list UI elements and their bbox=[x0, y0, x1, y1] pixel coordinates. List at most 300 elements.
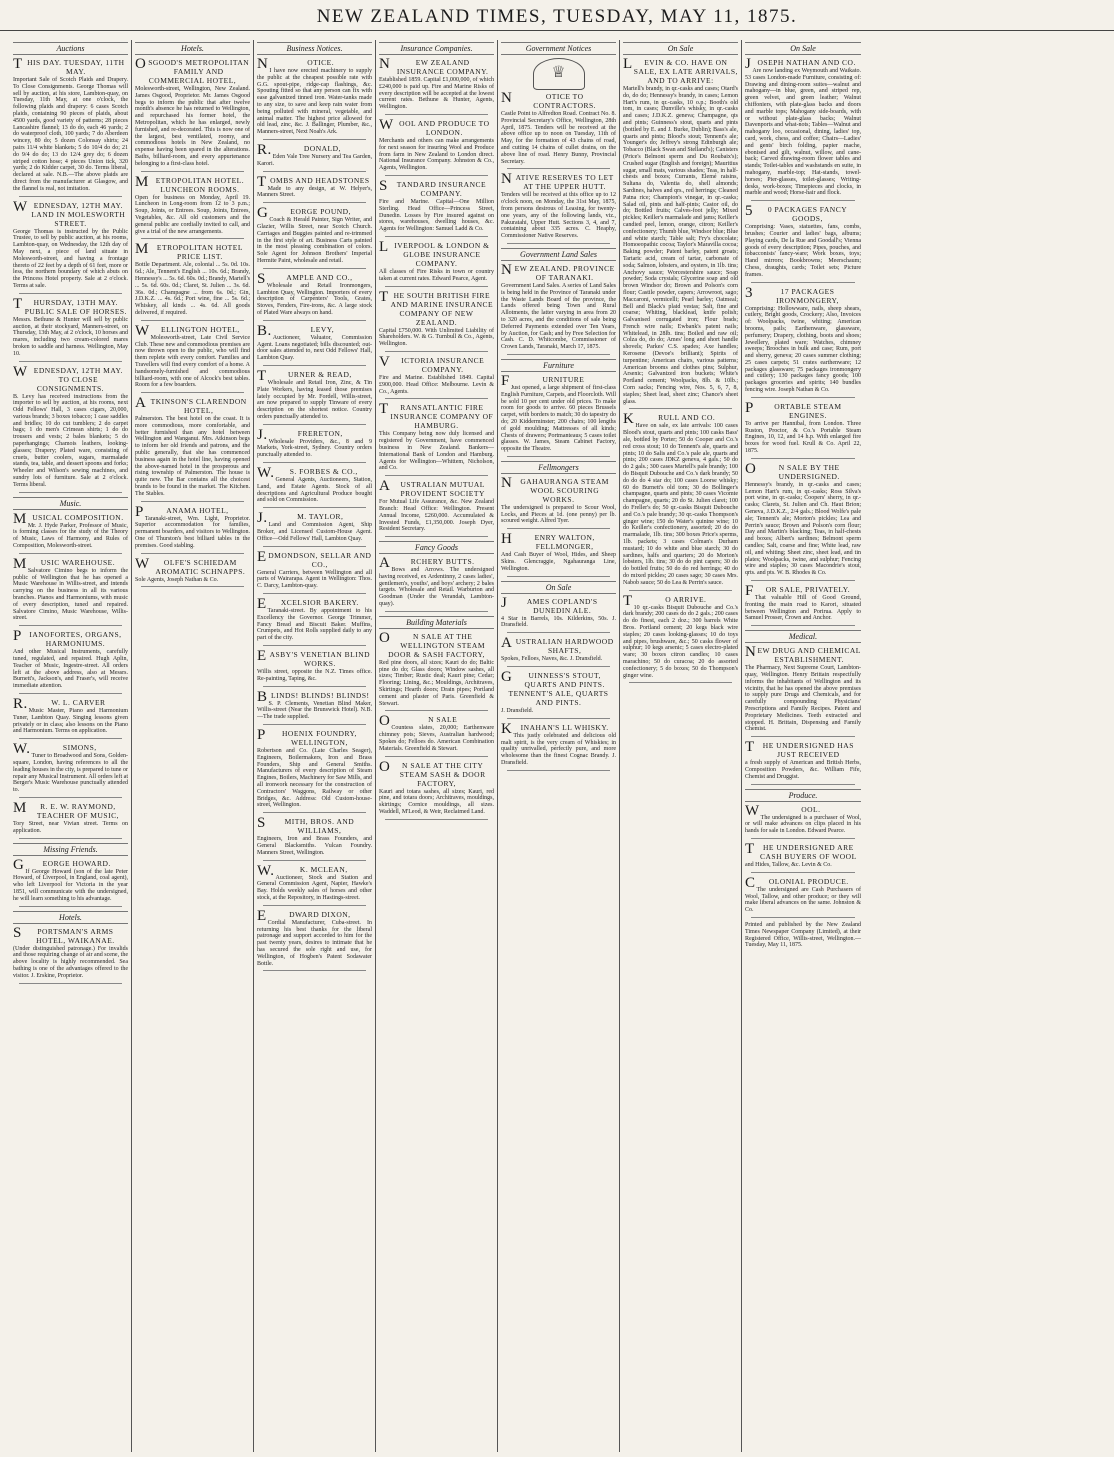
divider bbox=[19, 625, 122, 626]
section-heading: On Sale bbox=[501, 581, 616, 594]
ad-title: NGAHAURANGA STEAM WOOL SCOURING WORKS. bbox=[501, 474, 609, 504]
divider bbox=[507, 632, 610, 633]
ad-body: Countess slates, 20,000; Earthenware chimney pots; Sieves, Australian hardwood; Spokes do; Felloes do. American Combination Materials. Greenfield & Stewart. bbox=[379, 725, 494, 752]
newspaper-column bbox=[132, 40, 254, 1452]
advertisement bbox=[379, 403, 494, 476]
newspaper-column bbox=[10, 40, 132, 1452]
divider bbox=[385, 756, 488, 757]
ad-title: EDMONDSON, SELLAR AND CO., bbox=[257, 548, 372, 569]
advertisement bbox=[623, 592, 738, 684]
section-heading: Hotels. bbox=[135, 42, 250, 55]
ad-body: Wholesale Providers, &c., 8 and 9 Markets, York-street, Sydney. Country orders punctually attended to. bbox=[257, 438, 372, 459]
advertisement bbox=[501, 533, 616, 576]
newspaper-column bbox=[620, 40, 742, 1452]
ad-body: Robertson and Co. (Late Charles Seager), Engineers, Boilermakers, Iron and Brass Founders, Ship and General Smiths. Manufacturers of every description of Steam Engines, Boilers, Machinery for Saw Mills, and all ironwork necessary for the construction of Contractors' Waggons, Railway or other Bridges, &c. Address: Old Custom-house-street, Wellington. bbox=[257, 748, 372, 809]
ad-title: WOOL. bbox=[745, 802, 821, 819]
divider bbox=[141, 553, 244, 554]
ad-body: Auctioneer, Valuator, Commission Agent. Loans negotiated; bills discounted; out-door sales attended to, next Odd Fellows' Hall, Lambton Quay. bbox=[257, 334, 372, 362]
ad-title: WOLFE'S SCHIEDAM AROMATIC SCHNAPPS. bbox=[135, 555, 246, 576]
ad-body: Spokes, Felloes, Naves, &c. J. Dransfield. bbox=[501, 656, 603, 663]
divider bbox=[263, 812, 366, 813]
ad-body: Comprising: Hollowware, nails, sheep shears, cutlery, Bright goods, Crockery; Also, Invoices of: Woolpacks, twine, whiting; American brooms, pails; Earthenware, glassware, perfumery; Drapery, clothing, boots and shoes; Jewellery, plated ware; Watches, chimney sweeps; Brooches in bulk and case; Rum, port and sherry, geneva; 20 cases summer clothing; 25 cases carpets; 51 crates earthenware; 12 packages glassware; 75 packages ironmongery and cutlery; 130 packages fancy goods; 100 packages groceries and spirits; 140 bundles fencing wire. Joseph Nathan & Co. bbox=[745, 305, 861, 394]
ad-body: Tuner to Broadwood and Sons, Golden-square, London, having references to all the leading houses in the city, is prepared to tune or repair any Musical Instrument. All orders left at Berger's Music Warehouse punctually attended to. bbox=[13, 753, 128, 794]
advertisement bbox=[135, 322, 250, 393]
column-grid bbox=[10, 40, 1110, 1452]
divider bbox=[19, 361, 122, 362]
ad-body: Palmerston. The best hotel on the coast. It is more commodious, more comfortable, and better furnished than any hotel between Wellington and Wanganui. Mrs. Atkinson begs to inform her old friends and patrons, and the public generally, that she has commenced business again in the hotel line, having opened the above-named hotel in the prosperous and rising township of Palmerston. The house is quite new. The Bar contains all the choicest brands to be found in the market. The Kitchen. The Stables. bbox=[135, 416, 250, 497]
ad-title: OSGOOD'S METROPOLITAN FAMILY AND COMMERCIAL HOTEL, bbox=[135, 56, 250, 85]
advertisement bbox=[13, 698, 128, 739]
ad-title: JOSEPH NATHAN AND CO. bbox=[745, 56, 856, 72]
divider bbox=[263, 645, 366, 646]
ad-body: Bows and Arrows. The undersigned having received, ex Ardentinny, 2 cases ladies', gentlemen's, youths', and boys' archery; 2 bales targets. Wholesale and Retail. Warburton and Goodman (Under the Verandah, Lambton-quay). bbox=[379, 567, 494, 608]
ad-title: NEW DRUG AND CHEMICAL ESTABLISHMENT. bbox=[745, 644, 861, 665]
section-heading: Auctions bbox=[13, 42, 128, 55]
divider bbox=[19, 838, 122, 839]
advertisement bbox=[257, 817, 372, 860]
advertisement bbox=[257, 512, 372, 546]
divider bbox=[385, 398, 488, 399]
ad-body: Tenders will be received at this office up to 12 o'clock noon, on Monday, the 31st May, 1875, from persons desirous of Leasing, for twenty-one years, any of the following lands, viz., Pakuratahi, Upper Hutt. Sections 3, 4, and 7, containing about 335 acres. C. Heaphy, Commissioner Native Reserves. bbox=[501, 192, 616, 240]
divider bbox=[385, 611, 488, 612]
ad-body: Sole Agents, Joseph Nathan & Co. bbox=[135, 576, 219, 583]
ad-body: 4 Star in Barrels, 10s. Kilderkins, 50s. J. Dransfield. bbox=[501, 615, 616, 629]
section-heading: Business Notices. bbox=[257, 42, 372, 55]
divider bbox=[19, 293, 122, 294]
divider bbox=[19, 553, 122, 554]
divider bbox=[141, 501, 244, 502]
divider bbox=[629, 408, 732, 409]
ad-title: EDWARD DIXON, bbox=[257, 907, 351, 924]
ad-title: TURNER & READ, bbox=[257, 367, 352, 384]
ad-title: R.W. L. CARVER bbox=[13, 696, 106, 712]
ad-title: THIS DAY. TUESDAY, 11TH MAY. bbox=[13, 56, 125, 76]
ad-body: To arrive per Hannibal, from London. Three Ruston, Proctor, & Co.'s Portable Steam Engines, 10, 12, and 14 h.p. With enlarged fire boxes for wood fuel. Krull & Co. April 22, 1875. bbox=[745, 420, 861, 455]
divider bbox=[385, 286, 488, 287]
ad-body: The undersigned is prepared to Scour Wool, Locks, and Pieces at 1d. (one penny) per lb. scoured weight. Alfred Tyer. bbox=[501, 504, 616, 525]
section-heading: Insurance Companies. bbox=[379, 42, 494, 55]
advertisement bbox=[135, 58, 250, 172]
ad-title: GUINNESS'S STOUT, QUARTS AND PINTS. TENNENT'S ALE, QUARTS AND PINTS. bbox=[501, 669, 609, 708]
ad-body: Open for business on Monday, April 19. Luncheon in Long-room from 12 to 3 p.m.; Soup, Joints, or Entrees. Soup, Joints, Entrees, Vegetables, &c. All old customers and the general public are cordially invited to call, and give a trial of the new arrangements. bbox=[135, 194, 250, 235]
ad-title: METROPOLITAN HOTEL PRICE LIST. bbox=[135, 241, 243, 262]
ad-title: COLONIAL PRODUCE. bbox=[745, 874, 849, 891]
ad-body: This justly celebrated and delicious old malt spirit, is the very cream of Whiskies; in quality unrivalled, perfectly pure, and more wholesome than the finest Cognac Brandy. J. Dransfield. bbox=[501, 732, 616, 767]
ad-title: THE UNDERSIGNED ARE CASH BUYERS OF WOOL bbox=[745, 840, 857, 861]
divider bbox=[19, 738, 122, 739]
advertisement bbox=[379, 238, 494, 287]
ad-body: Hennessy's brandy, in qr.-casks and cases; Lemon Hart's rum, in qr.-casks; Ross Silva's port wine, in qr.-casks; Coopers' sherry, in qr.-casks; Clarets, St. Julien and Ch. Haut Brion; Geneva, J.D.K.Z., 2/4 gals.; Blood Wolfe's pale ale; Tennent's ale; Morton's pickles; Lea and Perrin's sauce; Brown and Polson's corn flour; Day and Martin's blacking; Teas, in half-chests and boxes; Albert's sardines; Belmont sperm candles; Salt, coarse and fine; White lead, raw oil, and whiting; Sheet zinc, sheet lead, and tin plates; Woolpacks, twine, and sulphur; Fencing wire and staples; 30 cases Macondrie's stout, qrts. and pts. W. B. Rhodes & Co. bbox=[745, 481, 861, 577]
section-heading: Music. bbox=[13, 497, 128, 510]
advertisement bbox=[135, 397, 250, 502]
divider bbox=[751, 736, 855, 737]
ad-body: Are now landing ex Weymouth and Waikato. 53 cases London-made Furniture, consisting of: Drawing and dining-room suites—walnut and mahogany—in blue, green, and striped rep, green velvet, and green leather; Walnut chiffoniers, with plate-glass backs and doors and marble tops; Mahogany side-boards, with or without plate-glass backs; Walnut Davenports and what-nots; Tables—Walnut and mahogany loo, occasional, dining, ladies' top, card, work, chess, and coffee; Chairs—Ladies' and gents' birch folding, papier mache, ebonised and gilt, walnut, willow, and cane-back; Carved drawing-room flower tables and stands; Toilet-tables and washstands en suite, in mahogany, marble-top; Hat-stands, towel-horses; Pier-glasses, toilet-glasses; Writing-desks, work-boxes; Timepieces and clocks, in marble and wood; Horse-hair and flock. bbox=[745, 68, 861, 197]
ad-title: LEVIN & CO. HAVE ON SALE, EX LATE ARRIVALS, AND TO ARRIVE: bbox=[623, 56, 738, 85]
divider bbox=[751, 200, 855, 201]
ad-body: If George Howard (son of the late Peter Howard, of Liverpool, in England, coal agent), who left Liverpool for Victoria in the year 1851, will communicate with the undersigned, he will learn something to his advantage. bbox=[13, 868, 128, 902]
ad-title: BLINDS! BLINDS! BLINDS! bbox=[257, 688, 370, 705]
advertisement bbox=[745, 646, 861, 737]
divider bbox=[263, 424, 366, 425]
ad-title: AUSTRALIAN HARDWOOD SHAFTS, bbox=[501, 635, 614, 656]
ad-title: ON SALE bbox=[379, 713, 458, 730]
ad-body: Red pine doors, all sizes; Kauri do do; Baltic pine do do; Glass doors; Window sashes, all sizes; Timber; Rustic deal; Kauri pine; Cedar; Flooring; Lining, &c.; Mouldings, Architraves, Skirtings; Hearth doors; Drain pipes; Portland cement and plaster of Paris. Greenfield & Stewart. bbox=[379, 659, 494, 707]
ad-title: METROPOLITAN HOTEL. LUNCHEON ROOMS. bbox=[135, 173, 245, 194]
royal-crest-icon: ♕ bbox=[533, 58, 585, 90]
divider bbox=[19, 983, 122, 984]
ad-title: GEORGE POUND, bbox=[257, 205, 351, 222]
section-heading: Furniture bbox=[501, 359, 616, 372]
ad-body: Bottle Department. Ale, colonial ... 5s. 0d. 10s. 6d.; Ale, Tennent's English ... 10s. 6d.; Brandy, Hennessy's ... 5s. 6d. 60s. 0d.; Brandy, Martell's ... 5s. 6d. 60s. 0d.; Claret, St. Julien ... 3s. 6d. 36s. 0d.; Champagne ... from 6s. 0d.; Gin, J.D.K.Z. ... 4s. 6d.; Port wine, fine ... 5s. 6d.; Whiskey, all kinds ... 4s. 6d. All goods delivered, if required. bbox=[135, 262, 250, 316]
advertisement bbox=[379, 480, 494, 537]
ad-title: VICTORIA INSURANCE COMPANY. bbox=[379, 353, 485, 374]
divider bbox=[751, 784, 855, 785]
ad-body: I have now erected machinery to supply the public at the cheapest possible rate with G.G. spout-pipe, ridge-cap flashings, &c. Spouting fitted so that any person can fix with ease galvanized tinned iron. Water-tanks made to any size, to save and keep rain water from being polluted with mineral, vegetable, and animal matter. The highest price allowed for old lead, zinc, &c. J. Ballinger, Plumber, &c., Manners-street, Next Noah's Ark. bbox=[257, 68, 372, 136]
divider bbox=[263, 905, 366, 906]
ad-title: J.FRERETON, bbox=[257, 426, 343, 443]
divider bbox=[385, 819, 488, 820]
advertisement bbox=[13, 555, 128, 626]
ad-body: Comprising: Vases, statuettes, fans, combs, brushes; Courier and ladies' bags, albums; Playing cards, De la Rue and Goodall's; Vienna goods of every description; Pipes, pouches, and tobacconists' fancy-ware; Work boxes, toys; Hand mirrors; Bookbrowns; Meerschaum; Chess, draughts, cards; Toilet sets; Picture frames. bbox=[745, 224, 861, 278]
advertisement bbox=[257, 322, 372, 366]
advertisement bbox=[135, 503, 250, 554]
divider bbox=[141, 392, 244, 393]
advertisement bbox=[623, 58, 738, 409]
ad-body: Kauri and totara sashes, all sizes; Kauri, red pine, and totara doors; Architraves, mouldings, skirtings; Cornice mouldings, all sizes. Waddell, M'Leod, & Weir, Reclaimed Land. bbox=[379, 788, 494, 816]
ad-title: TOMBS AND HEADSTONES bbox=[257, 173, 370, 190]
divider bbox=[263, 686, 366, 687]
advertisement bbox=[501, 594, 616, 634]
advertisement bbox=[13, 924, 128, 984]
ad-body: George Thomas is instructed by the Public Trustee, to sell by public auction, at his rooms, Lambton-quay, on Wednesday, the 12th day of May next, a piece of land situate in Molesworth-street, and having a frontage thereto of 22 feet by a depth of 61 feet, more or less, the northern boundary of which abuts on the Princess Hotel property. Sale at 2 o'clock. Terms at sale. bbox=[13, 228, 128, 289]
divider bbox=[141, 171, 244, 172]
ad-body: Auctioneer, Stock and Station and General Commission Agent, Napier, Hawke's Bay. Holds weekly sales of horses and other stock, at the Repository, in Hastings-street. bbox=[257, 874, 372, 901]
ad-body: Castle Point to Alfredton Road. Contract No. 8. Provincial Secretary's Office, Wellington, 28th April, 1875. Tenders will be received at the above office up to noon on Tuesday, 11th of May, for the formation of 43 chains of road, and cutting 14 chains of cullet drains, on the above line of road. Henry Bunny, Provincial Secretary. bbox=[501, 111, 616, 165]
divider bbox=[263, 171, 366, 172]
advertisement bbox=[745, 840, 861, 873]
ad-title: W.SIMONS, bbox=[13, 741, 97, 758]
ad-title: THE UNDERSIGNED HAS JUST RECEIVED bbox=[745, 739, 854, 760]
section-heading: Produce. bbox=[745, 789, 861, 802]
ad-body: All classes of Fire Risks in town or country taken at current rates. Edward Pearce, Agent. bbox=[379, 268, 494, 282]
ad-title: NOTICE TO CONTRACTORS. bbox=[501, 90, 597, 110]
section-heading: Medical. bbox=[745, 630, 861, 643]
divider bbox=[263, 507, 366, 508]
ad-title: HENRY WALTON, FELLMONGER, bbox=[501, 531, 595, 552]
advertisement bbox=[257, 173, 372, 204]
newspaper-column bbox=[742, 40, 864, 1452]
ad-title: AUSTRALIAN MUTUAL PROVIDENT SOCIETY bbox=[379, 478, 485, 499]
divider bbox=[263, 970, 366, 971]
ad-title: LIVERPOOL & LONDON & GLOBE INSURANCE COMPANY. bbox=[379, 238, 490, 268]
ad-body: Salvatore Cimino begs to inform the public of Wellington that he has opened a Music Warehouse in Willis-street, and intends carrying on the business in all its various branches. Pianos and Harmoniums, with music of every description, tuned and repaired. Salvatore Cimino, Music Warehouse, Willis-street. bbox=[13, 567, 128, 622]
ad-body: Wholesale and Retail Iron, Zinc, & Tin Plate Workers, having leased those premises lately occupied by Mr. Fordell, Willis-street, are now prepared to supply Tinware of every description on the shortest notice. Country orders punctually attended to. bbox=[257, 379, 372, 420]
divider bbox=[19, 492, 122, 493]
ad-title: W.S. FORBES & CO., bbox=[257, 465, 358, 482]
divider bbox=[19, 196, 122, 197]
divider bbox=[385, 114, 488, 115]
advertisement bbox=[257, 548, 372, 594]
ad-body: That valuable Hill of Good Ground, fronting the main road to Karori, situated between Wellington and Porirua. Apply to Samuel Prosser, Crown and Anchor. bbox=[745, 595, 861, 622]
divider bbox=[507, 168, 610, 169]
ad-body: Coach & Herald Painter, Sign Writer, and Glazier, Willis Street, near Scotch Church. Carriages and Buggies painted and re-trimmed in the first style of art. Business Carts painted in the most pleasing combination of colors. Sole Agent for Johnson Brothers' Imperial Hermite Paint, wholesale and retail. bbox=[257, 217, 372, 264]
ad-title: SMITH, BROS. AND WILLIAMS, bbox=[257, 815, 355, 836]
divider bbox=[507, 354, 610, 355]
ad-title: MUSICAL COMPOSITION. bbox=[13, 510, 124, 527]
divider bbox=[263, 202, 366, 203]
ad-title: EASBY'S VENETIAN BLIND WORKS. bbox=[257, 648, 371, 669]
divider bbox=[385, 236, 488, 237]
advertisement bbox=[745, 58, 861, 201]
divider bbox=[263, 320, 366, 321]
advertisement bbox=[13, 198, 128, 294]
ad-body: and Hides, Tallow, &c. Levin & Co. bbox=[745, 861, 832, 868]
advertisement bbox=[13, 58, 128, 197]
advertisement bbox=[745, 741, 861, 784]
ad-body: General Agents, Auctioneers, Station, Land, and Estate Agents. Stock of all descriptions and Agricultural Produce bought and sold on Commission. bbox=[257, 477, 372, 504]
divider bbox=[507, 666, 610, 667]
advertisement bbox=[745, 205, 861, 282]
ad-body: Have on sale, ex late arrivals: 100 cases Blood's stout, quarts and pints; 100 casks Bass' ale, bottled by Porter; 50 do Cooper and Co.'s red cross stout; 10 do Tennent's ale, quarts and pints; 10 do Salis and Co.'s pale ale, quarts and pints; 200 cases JDKZ geneva, 4 gals.; 50 do do 2 gals.; 300 cases Martell's pale brandy; 100 do Bisquit Dubouche and Co.'s dark brandy; 50 do do do 4 star do; 100 cases Loorse whisky; 60 do Burnett's old tom; 30 do Bollinger's champagne, quarts and pints; 30 cases Vicomte champagne, quarts; 20 do St. Julien claret; 100 do Freller's do; 50 qr.-casks Bisquit Dubouche and Co.'s pale brandy; 30 qr.-casks Thompson's ginger wine; 150 do Water's quinine wine; 10 do Keiller's confectionery, assorted; 20 do do marmalade, 1lb. tins; 300 boxes Price's sperms, 1lb. packets; 3 cases Colman's Durham mustard; 10 do white and blue starch; 30 do sardines, halfs and quarters; 20 do Morton's lobsters, 1lb. tins; 30 do do pint capers; 30 do do bottled fruits; 50 do do red herrings; 40 do do mixed pickles; 20 cases sago; 30 cases Mrs. Nabob sauce; 50 do Lea & Perrin's sauce. bbox=[623, 423, 738, 586]
ad-body: J. Dransfield. bbox=[501, 708, 534, 715]
advertisement bbox=[135, 173, 250, 240]
ad-title: NATIVE RESERVES TO LET AT THE UPPER HUTT. bbox=[501, 171, 614, 192]
advertisement bbox=[257, 467, 372, 508]
divider bbox=[507, 243, 610, 244]
ad-body: Important Sale of Scotch Plaids and Drapery. To Close Consignments. George Thomas will sell by auction, at his store, Lambton-quay, on Tuesday, 11th May, at one o'clock, the following plaids and drapery: 6 cases Scotch plaids, containing 90 pieces of plaids, about 4500 yards, good variety of patterns; 28 pieces Lancashire flannel; 13 do do, each 46 yards; 2 do waterproof cloth, 100 yards; 7 do Aberdeen wincey, 80 do; 5 dozen Colonsay shirts; 24 pairs 11/4 white blankets; 5 do 10/4 do do; 21 do 9/4 do do; 13 do 12/4 grey do; 6 dozen striped cotton hose; 4 pieces Union tick, 320 yards; 2 do Kidder carpet, 30 do. Terms liberal, declared at sale. N.B.—The above plaids are direct from the manufacturer at Glasgow, and the flannel is real, not imitation. bbox=[13, 77, 128, 192]
divider bbox=[507, 718, 610, 719]
advertisement bbox=[257, 688, 372, 725]
ad-title: 50 PACKAGES FANCY GOODS, bbox=[745, 203, 848, 224]
newspaper-column bbox=[254, 40, 376, 1452]
advertisement bbox=[13, 743, 128, 798]
ad-body: Capital £750,000. With Unlimited Liability of Shareholders. W. & G. Turnbull & Co., Agents, Wellington. bbox=[379, 327, 494, 348]
advertisement bbox=[379, 557, 494, 612]
advertisement bbox=[745, 874, 861, 918]
section-heading: Government Notices bbox=[501, 42, 616, 55]
divider bbox=[751, 625, 855, 626]
divider bbox=[141, 320, 244, 321]
ad-title: ARCHERY BUTTS. bbox=[379, 555, 475, 572]
advertisement bbox=[13, 799, 128, 839]
masthead: NEW ZEALAND TIMES, TUESDAY, MAY 11, 1875. bbox=[0, 0, 1114, 31]
divider bbox=[385, 175, 488, 176]
ad-title: J.M. TAYLOR, bbox=[257, 510, 344, 527]
ad-body: Molesworth-street, Wellington, New Zealand. James Osgood, Proprietor. Mr. James Osgood begs to inform the public that after twelve month's absence he has returned to Wellington, and repurchased his former hotel, the Metropolitan, which he has enlarged, newly furnished, and re-decorated. This is now one of the largest, best ventilated, roomy, and commodious hotels in New Zealand, no expense having been spared in the alterations. Baths, billiard-room, and every appurtenance belonging to a first-class hotel. bbox=[135, 86, 250, 167]
ad-title: SPORTSMAN'S ARMS HOTEL, WAIKANAE. bbox=[13, 924, 115, 945]
ad-body: The undersigned are Cash Purchasers of Wool, Tallow, and other produce; or they will make liberal advances on the same. Johnston & Co. bbox=[745, 886, 861, 914]
advertisement bbox=[745, 399, 861, 459]
section-heading: Missing Friends. bbox=[13, 843, 128, 856]
advertisement bbox=[501, 173, 616, 244]
divider bbox=[507, 528, 610, 529]
ad-body: Eden Vale Tree Nursery and Tea Garden, Karori. bbox=[257, 153, 372, 167]
ad-title: FURNITURE bbox=[501, 372, 585, 389]
ad-title: W.K. MCLEAN, bbox=[257, 862, 348, 879]
divider bbox=[19, 906, 122, 907]
advertisement bbox=[501, 372, 616, 457]
advertisement bbox=[501, 720, 616, 771]
ad-body: General Carriers, between Wellington and all parts of Wairarapa. Agent in Wellington: Thos. C. Darcy, Lambton-quay. bbox=[257, 569, 372, 590]
advertisement bbox=[13, 856, 128, 907]
ad-body: Merchants and others can make arrangements for next season for insuring Wool and Produce from farm in New Zealand to London direct. National Insurance Company. Johnston & Co., Agents, Wellington. bbox=[379, 137, 494, 172]
ad-body: B. Levy has received instructions from the importer to sell by auction, at his rooms, next Odd Fellows' Hall, 3 cases cigars, 20,000, various brands; 3 boxes tobacco; 1 case saddles and bridles; 10 do cut tumblers; 2 do carpet bags; 1 do men's Crimean shirts; 1 do do trousers and vests; 2 bales blankets; 5 do paperhangings; Chamois leathers, looking-glasses; Drapery; Plated ware, consisting of cruets, butter coolers, sugars, marmalade stands, tea, table, and dessert spoons and forks; Wheeler and Wilson's sewing machines, and sundry lots of furniture. Sale at 2 o'clock. Terms liberal. bbox=[13, 393, 128, 488]
section-heading: Fancy Goods bbox=[379, 541, 494, 554]
ad-title: WEDNESDAY, 12TH MAY. LAND IN MOLESWORTH STREET. bbox=[13, 198, 126, 228]
ad-body: Music Master, Piano and Harmonium Tuner, Lambton Quay. Singing lessons given privately or in class; also lessons on the Piano and Harmonium. Terms on application. bbox=[13, 708, 128, 735]
advertisement bbox=[501, 92, 616, 169]
divider bbox=[751, 917, 855, 918]
divider bbox=[263, 546, 366, 547]
advertisement bbox=[379, 58, 494, 115]
advertisement bbox=[745, 460, 861, 581]
ad-title: R.DONALD, bbox=[257, 141, 341, 158]
advertisement bbox=[135, 555, 250, 588]
ad-title: WELLINGTON HOTEL, bbox=[135, 322, 240, 339]
imprint: Printed and published by the New Zealand Times Newspaper Company (Limited), at their Registered Office, Willis-street, Wellington.—Tuesday, May 11, 1875. bbox=[745, 921, 861, 949]
ad-title: PIANOFORTES, ORGANS, HARMONIUMS. bbox=[13, 628, 122, 649]
divider bbox=[263, 268, 366, 269]
advertisement bbox=[745, 802, 861, 839]
ad-body: Land and Commission Agent, Ship Broker, and Licensed Custom-House Agent. Office—Odd Fellows' Hall, Lambton Quay. bbox=[257, 522, 372, 542]
ad-body: S. P. Clements, Venetian Blind Maker, Willis-street (Near the Brunswick Hotel). N.B.—The trade supplied. bbox=[257, 700, 372, 721]
section-heading: Hotels. bbox=[13, 911, 128, 924]
ad-title: NEW ZEALAND INSURANCE COMPANY. bbox=[379, 56, 489, 76]
divider bbox=[141, 586, 244, 587]
advertisement bbox=[501, 474, 616, 529]
ad-title: ATKINSON'S CLARENDON HOTEL, bbox=[135, 395, 247, 416]
ad-title: JAMES COPLAND'S DUNEDIN ALE. bbox=[501, 594, 598, 615]
advertisement bbox=[257, 141, 372, 172]
advertisement bbox=[745, 284, 861, 398]
ad-title: KINAHAN'S LL WHISKY. bbox=[501, 720, 609, 737]
divider bbox=[263, 462, 366, 463]
ad-body: Mr. J. Hyde Parker, Professor of Music, is forming classes for the study of the Theory of Music, Laws of Harmony, and Rules of Composition, Molesworth-street. bbox=[13, 522, 128, 550]
advertisement bbox=[13, 630, 128, 694]
divider bbox=[629, 590, 732, 591]
divider bbox=[507, 456, 610, 457]
advertisement bbox=[257, 862, 372, 906]
advertisement bbox=[501, 261, 616, 355]
ad-title: KRULL AND CO. bbox=[623, 411, 716, 428]
ad-body: The undersigned is a purchaser of Wool, or will make advances on clips placed in his hands for sale in London. Edward Pearce. bbox=[745, 814, 861, 835]
ad-title: ON SALE AT THE CITY STEAM SASH & DOOR FACTORY, bbox=[379, 758, 486, 788]
divider bbox=[385, 710, 488, 711]
ad-title: B.LEVY, bbox=[257, 322, 335, 339]
ad-title: FOR SALE, PRIVATELY. bbox=[745, 583, 851, 600]
divider bbox=[263, 724, 366, 725]
divider bbox=[19, 797, 122, 798]
advertisement bbox=[379, 353, 494, 399]
advertisement bbox=[379, 288, 494, 352]
divider bbox=[751, 580, 855, 581]
ad-body: Government Land Sales. A series of Land Sales is being held in the Province of Taranaki under the Waste Lands Board of the province, the Lands offered being Town and Rural Allotments, the latter varying in area from 20 to 320 acres, and the conditions of sale being Deferred Payments extended over Ten Years, by Auction, for Cash; and by Free Selection for Cash. C. D. Whitcombe, Commissioner of Crown Lands, Taranaki, March 17, 1875. bbox=[501, 282, 616, 351]
ad-title: WEDNESDAY, 12TH MAY. TO CLOSE CONSIGNMENTS. bbox=[13, 363, 123, 393]
ad-body: Just opened, a large shipment of first-class English Furniture, Carpets, and Floorcloth. Will be sold 10 per cent under old prices. To make room for goods to arrive. 60 pieces Brussels carpet, with borders to match; 30 do tapestry do do; 20 Kidderminster; 200 chairs; 100 lengths of gold moulding; Mattresses of all kinds; Chests of drawers; Portmanteaus; 5 cases toilet glasses. W. James, Steam Cabinet Factory, opposite the Theatre. bbox=[501, 384, 616, 453]
advertisement bbox=[257, 207, 372, 269]
section-heading: On Sale bbox=[623, 42, 738, 55]
ad-title: TO ARRIVE. bbox=[623, 592, 707, 609]
advertisement bbox=[257, 367, 372, 425]
ad-body: Taranaki-street, Wm. Light, Proprietor. Superior accommodation for families, permanent boarders, and visitors to Wellington. One of Thurston's best billiard tables in the premises. Good stabling. bbox=[135, 515, 250, 549]
advertisement bbox=[257, 270, 372, 321]
ad-body: And Cash Buyer of Wool, Hides, and Sheep Skins. Glencraggie, Ngahauranga Line, Wellington. bbox=[501, 552, 616, 572]
divider bbox=[751, 458, 855, 459]
divider bbox=[751, 282, 855, 283]
advertisement bbox=[257, 426, 372, 463]
ad-title: GEORGE HOWARD. bbox=[13, 856, 111, 873]
ad-title: PANAMA HOTEL, bbox=[135, 503, 229, 520]
advertisement bbox=[13, 363, 128, 493]
advertisement bbox=[379, 758, 494, 820]
divider bbox=[141, 238, 244, 239]
ad-title: NOTICE. bbox=[257, 56, 335, 72]
ad-title: SAMPLE AND CO., bbox=[257, 270, 353, 287]
ad-body: Engineers, Iron and Brass Founders, and General Blacksmiths. Vulcan Foundry. Manners Street, Wellington. bbox=[257, 836, 372, 856]
section-heading: Government Land Sales bbox=[501, 248, 616, 261]
ad-title: ON SALE BY THE UNDERSIGNED. bbox=[745, 460, 840, 481]
section-heading: Building Materials bbox=[379, 616, 494, 629]
ad-title: STANDARD INSURANCE COMPANY. bbox=[379, 177, 487, 198]
divider bbox=[385, 475, 488, 476]
divider bbox=[507, 770, 610, 771]
ad-title: EXCELSIOR BAKERY. bbox=[257, 596, 359, 613]
ad-body: Established 1859. Capital £1,000,000, of which £240,000 is paid up. Fire and Marine Risks of every description will be accepted at the lowest current rates. Bethune & Hunter, Agents, Wellington. bbox=[379, 77, 494, 111]
ad-body: Made to any design, at W. Helyer's, Manners Street. bbox=[257, 185, 372, 199]
divider bbox=[263, 593, 366, 594]
section-heading: On Sale bbox=[745, 42, 861, 55]
newspaper-column bbox=[376, 40, 498, 1452]
advertisement bbox=[379, 629, 494, 712]
ad-body: (Under distinguished patronage.) For invalids and those requiring change of air and scene, the above locality is highly recommended. Sea bathing is one of the advantages offered to the visitor. J. Erskine, Proprietor. bbox=[13, 945, 128, 979]
divider bbox=[263, 365, 366, 366]
divider bbox=[385, 536, 488, 537]
ad-body: Fire and Marine. Capital—One Million Sterling. Head Office—Princess Street, Dunedin. Losses by Fire insured against on stores, warehouses, dwelling houses, &c. Agents for Wellington: Samuel Ladd & Co. bbox=[379, 198, 494, 233]
section-heading: Fellmongers bbox=[501, 461, 616, 474]
divider bbox=[507, 576, 610, 577]
ad-title: PORTABLE STEAM ENGINES. bbox=[745, 399, 842, 420]
divider bbox=[19, 693, 122, 694]
ad-title: MUSIC WAREHOUSE. bbox=[13, 555, 116, 572]
divider bbox=[385, 351, 488, 352]
ad-title: MR. E. W. RAYMOND, TEACHER OF MUSIC, bbox=[13, 799, 119, 820]
divider bbox=[751, 872, 855, 873]
ad-body: 10 qr.-casks Bisquit Dubouche and Co.'s dark brandy; 200 cases do do 2 gals.; 200 cases do do finest, each 2 doz.; 300 barrels White Bros. Portland cement; 20 kegs black wire staples; 20 cases looking-glasses; 10 do toys and pipes, brushware, &c.; 50 casks flower of sulphur; 10 kegs arsenic; 5 cases electro-plated ware; 30 boxes citron candles; 10 cases marachino; 50 do curacoa; 20 do assorted confectionery; 5 do boxes; 50 do Thompson's ginger wine. bbox=[623, 604, 738, 679]
advertisement bbox=[379, 177, 494, 237]
ad-body: For Mutual Life Assurance, &c. New Zealand Branch: Head Office: Wellington. Present Annual Income, £260,000. Accumulated & Invested Funds, £1,350,000. Joseph Dyer, Resident Secretary. bbox=[379, 499, 494, 533]
ad-body: Messrs. Bethune & Hunter will sell by public auction, at their stockyard, Manners-street, on Thursday, 13th May, at 2 o'clock, 10 horses and mares, including two cream-colored mares broken to saddle and harness. Wellington, May 10. bbox=[13, 316, 128, 357]
divider bbox=[263, 860, 366, 861]
ad-body: Willis street, opposite the N.Z. Times office. Re-painting, Taping, &c. bbox=[257, 669, 372, 682]
divider bbox=[751, 838, 855, 839]
advertisement bbox=[13, 510, 128, 554]
ad-title: PHOENIX FOUNDRY, WELLINGTON, bbox=[257, 727, 357, 748]
ad-body: Martell's brandy, in qr.-casks and cases; Otard's do, do do; Hennessy's brandy, in cases; Lemon Hart's rum, in qr.-casks, 10 o.p.; Booth's old tom, in cases; Dunville's whisky, in qr.-casks and cases; J.D.K.Z. geneva; Champagne, qts and pints; Guinness's stout, quarts and pints (bottled by E. and J. Burke, Dublin); Bass's ale, quarts and pints; Blood's stout; Tennent's ale; Younger's do; Jeffrey's strong Edinburgh ale; Tobacco (Black Swan and Stelland's); Canisters (Price's Belmont sperm and Du Roubaix's); Crushed sugar (English and foreign); Mauritius sugar, small mats, various shades; Teas, in half-chests and boxes; Currants, Elemé raisins, Sultana do, Valentia do, shell almonds; Sardines, halves and qrs., red herrings; Cleaned Patna rice; Champion's vinegar, in qr.-casks; Salad oil, pints and half-pints; Castor oil, do do; Bottled fruits; Calves-foot jelly; Mixed pickles; Keiller's marmalade and jams; Keiller's candied peel, lemon, orange, citron; Keiller's confectionery; Thumb blue, Windsor blue; Blue and white starch; Table salt; Fry's chocolate; Homoeopathic cocoa; Taylor's Maravilla cocoa; Baking powder; Patent barley, patent groats; Tartaric acid, cream of tartar, carbonate of soda; Salmon, lobsters, and oysters, in 1lb. tins; Anchovy sauce; Worcestershire sauce; Soap powder; Soda crystals; Glycerine soap and old brown Windsor do; Brown and Polson's corn flour; Castile powder, capers; Arrowroot, sago; Maccaroni, vermicelli; Pearl barley; Oatmeal; Bell and Black's plaid vestas; Salt, fine and coarse; Whiting, blacklead, knife polish; Galvanised corrugated iron; Flour brads; French wire nails; Ewbank's patent nails; Whitelead, in 28lb. tins; Boiled and raw oil; Colza do, do do; Ames' long and short handle shovels; Parkes' C.S. spades; Axe handles; Kerosene (Devoe's brilliant); Spirits of turpentine; American chairs, various patterns; American brooms and clothes pins; Sulphur, Arsenic; Galvanized iron buckets; White's Portland cement; Woolpacks, 8lb. & 10lb.; Corn sacks; Fencing wire, Nos. 5, 6, 7, 8, staples; Sheet lead, sheet zinc; Chance's sheet glass. bbox=[623, 86, 738, 405]
ad-body: a fresh supply of American and British Herbs, Composition Powders, &c. William Fife, Chemist and Druggist. bbox=[745, 760, 861, 780]
ad-title: 317 PACKAGES IRONMONGERY, bbox=[745, 284, 839, 305]
ad-title: NEW ZEALAND. PROVINCE OF TARANAKI. bbox=[501, 261, 615, 282]
advertisement bbox=[257, 907, 372, 972]
advertisement bbox=[257, 729, 372, 813]
divider bbox=[629, 682, 732, 683]
ad-body: Wholesale and Retail Ironmongers, Lambton Quay, Wellington. Importers of every description of Carpenters' Tools, Grates, Stoves, Fenders, Fire-irons, &c. A large stock of Plated Ware always on hand. bbox=[257, 282, 372, 316]
ad-body: Taranaki-street. By appointment to his Excellency the Governor. George Trimmer, Fancy Bread and Biscuit Baker. Muffins, Crumpets, and Hot Rolls supplied daily to any part of the city. bbox=[257, 608, 372, 642]
ad-title: THURSDAY, 13TH MAY. PUBLIC SALE OF HORSES. bbox=[13, 295, 127, 316]
advertisement bbox=[745, 585, 861, 626]
advertisement bbox=[379, 715, 494, 756]
advertisement bbox=[135, 243, 250, 320]
ad-body: Cordial Manufacturer, Cuba-street. In returning his best thanks for the liberal patronage and support accorded to him for the past twenty years, desires to intimate that he has secured the sole right and use, for Wellington, of Hogben's Patent Sodawater Bottle. bbox=[257, 919, 372, 967]
